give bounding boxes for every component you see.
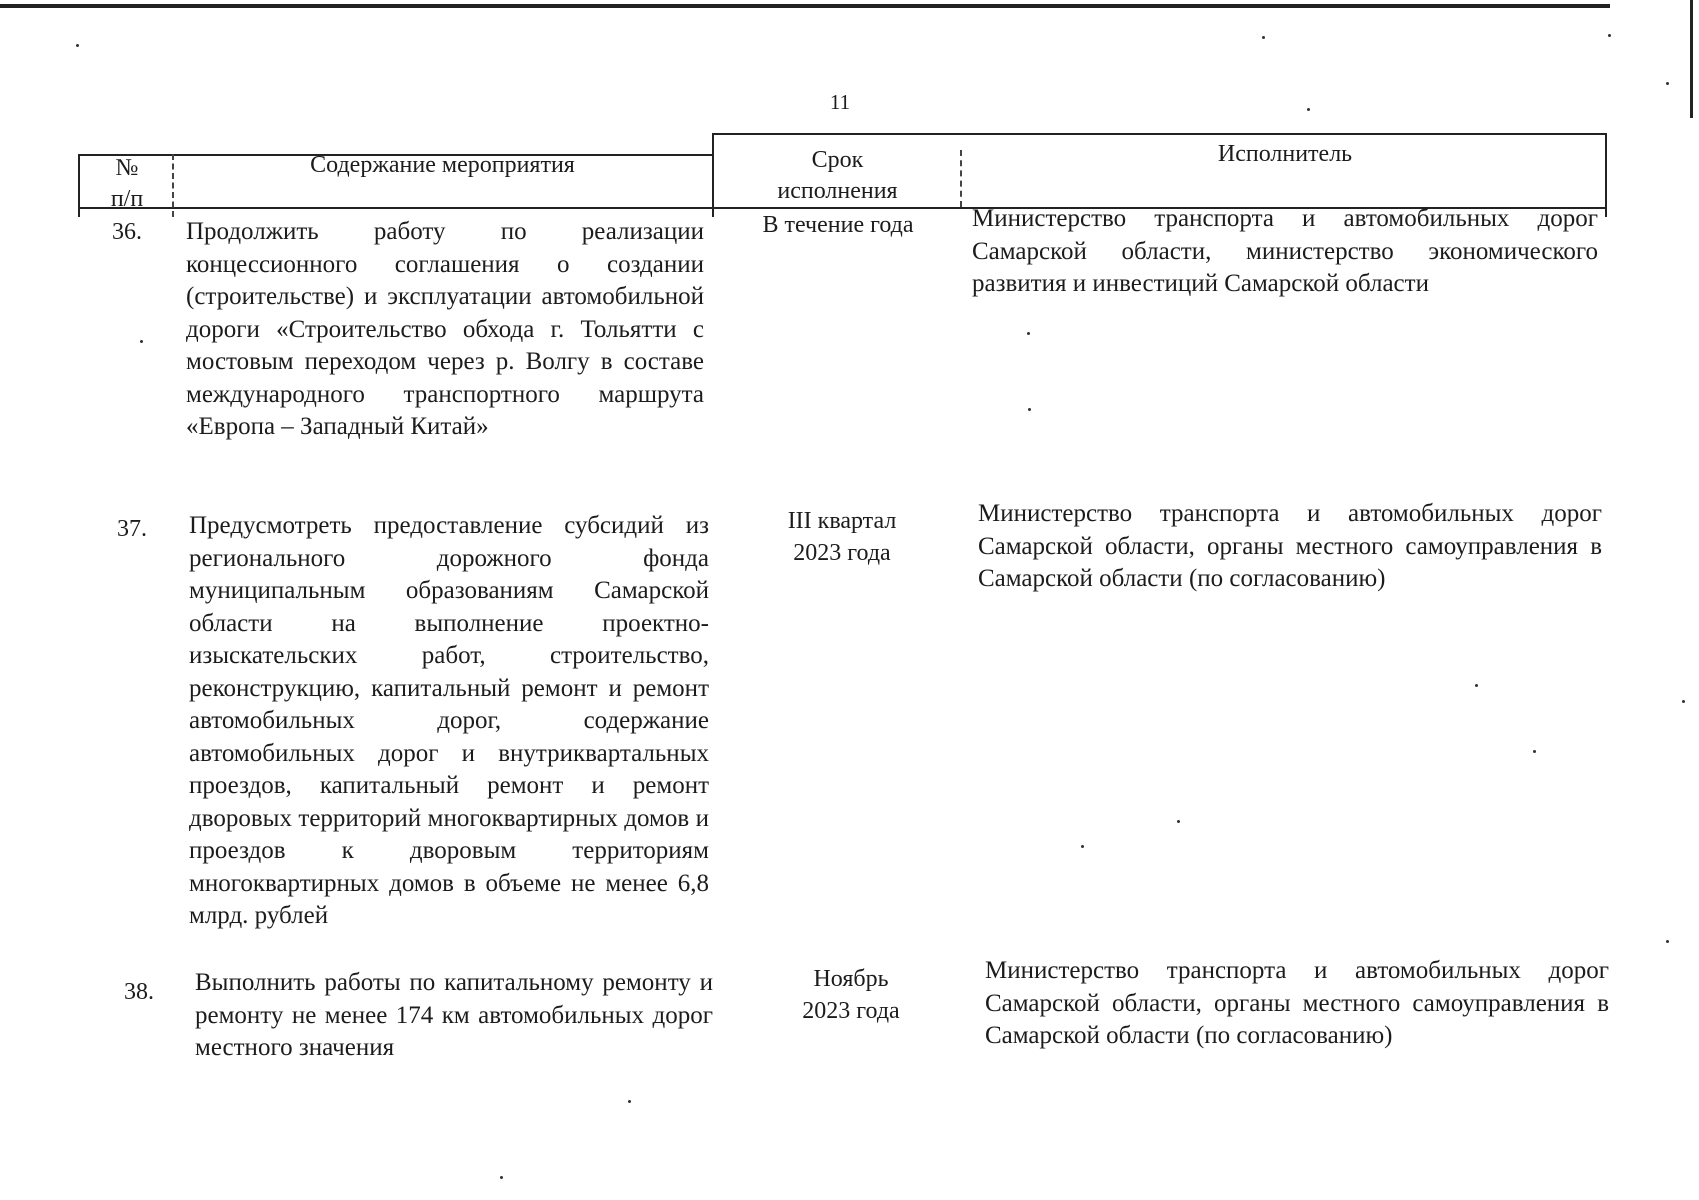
page-number: 11 <box>829 90 851 114</box>
scan-speck <box>1027 332 1030 335</box>
row-37-term <box>747 505 937 569</box>
scan-speck <box>1682 700 1685 703</box>
scan-speck <box>1028 408 1031 411</box>
scan-speck <box>76 44 79 47</box>
scan-speck <box>1177 820 1180 823</box>
scan-speck <box>1307 108 1310 111</box>
row-38-number: 38. <box>124 979 154 1005</box>
row-36-executor: Министерство транспорта и автомобильных дорог Самарской области, министерство экономического развития и инвестиций Самарской области <box>972 205 1598 297</box>
scan-speck <box>1081 845 1084 848</box>
row-38-term-line-2: 2023 года <box>802 998 900 1024</box>
header-executor: Исполнитель <box>1217 141 1353 167</box>
row-36-content: Продолжить работу по реализации концессионного соглашения о создании (строительстве) и эксплуатации автомобильной дороги «Строительство обхода г. Тольятти с мостовым переходом через р. Волгу в составе международного транспортного маршрута «Европа – Западный Китай» <box>186 218 704 440</box>
row-37-number: 37. <box>117 516 147 542</box>
scan-speck <box>628 1100 631 1103</box>
header-number <box>90 153 164 215</box>
scan-speck <box>1475 684 1478 687</box>
row-36-number: 36. <box>112 219 142 245</box>
scan-speck <box>1608 34 1611 37</box>
row-38-executor: Министерство транспорта и автомобильных дорог Самарской области, органы местного самоуправления в Самарской области (по согласованию) <box>985 957 1609 1049</box>
row-37-content: Предусмотреть предоставление субсидий из регионального дорожного фонда муниципальным образованиям Самарской области на выполнение проектно-изыскательских работ, строительство, реконструкцию, капитальный ремонт и ремонт автомобильных дорог, содержание автомобильных дорог и внутриквартальных проездов, капитальный ремонт и ремонт дворовых территорий многоквартирных домов и проездов к дворовым территориям многоквартирных домов в объеме не менее 6,8 млрд. рублей <box>189 512 709 929</box>
scan-speck <box>140 340 143 343</box>
header-divider-3 <box>960 150 962 207</box>
header-divider-2 <box>712 133 714 217</box>
header-divider-1 <box>172 154 174 217</box>
header-number-line-2: п/п <box>110 186 144 212</box>
header-number-line-1: № <box>115 155 139 181</box>
header-term-line-2: исполнения <box>777 178 898 204</box>
row-37-term-line-2: 2023 года <box>793 540 891 566</box>
scan-speck <box>1262 36 1265 39</box>
row-37-executor: Министерство транспорта и автомобильных дорог Самарской области, органы местного самоуправления в Самарской области (по согласованию) <box>978 500 1602 592</box>
header-term <box>720 145 955 207</box>
row-36-term: В течение года <box>762 212 914 238</box>
header-right-border <box>1605 133 1607 217</box>
row-37-term-line-1: III квартал <box>787 508 897 534</box>
right-border-line <box>1690 0 1693 118</box>
row-38-term-line-1: Ноябрь <box>813 966 889 992</box>
scan-speck <box>1533 750 1536 753</box>
row-38-content: Выполнить работы по капитальному ремонту и ремонту не менее 174 км автомобильных дорог местного значения <box>195 969 713 1061</box>
header-term-line-1: Срок <box>811 147 864 173</box>
header-top-border <box>712 133 1606 135</box>
scan-speck <box>500 1176 503 1179</box>
header-content: Содержание мероприятия <box>310 152 575 178</box>
scan-speck <box>1666 82 1669 85</box>
top-border-line <box>0 4 1610 8</box>
scan-speck <box>1666 940 1669 943</box>
row-38-term <box>756 963 946 1027</box>
